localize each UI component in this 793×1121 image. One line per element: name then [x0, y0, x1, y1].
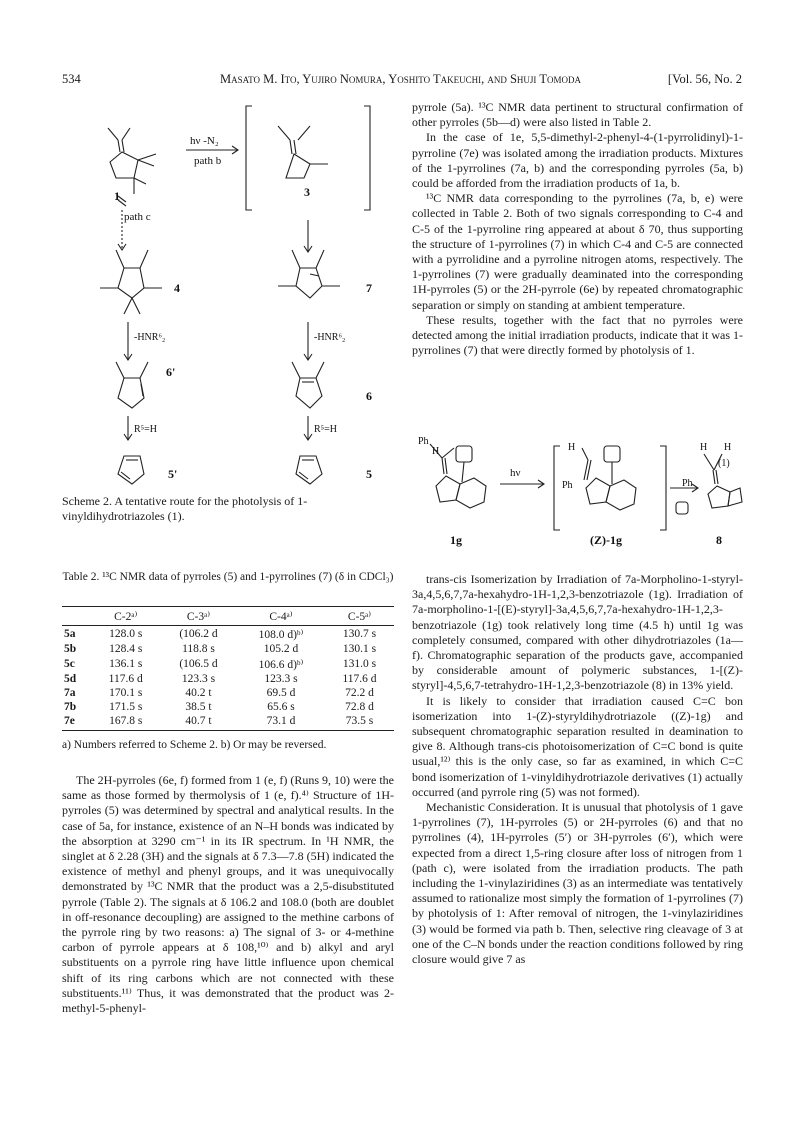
compound-label-1: 1 — [114, 189, 120, 203]
table-cell: 170.1 s — [109, 687, 143, 699]
table-cell: 131.0 s — [342, 658, 377, 670]
running-authors: Masato M. Ito, Yujiro Nomura, Yoshito Takeuchi, and Shuji Tomoda — [220, 72, 581, 86]
table-row — [62, 700, 394, 714]
table-cell: 40.7 t — [160, 714, 237, 731]
eq-hv-label: hν — [510, 467, 521, 479]
table-header-cell — [62, 607, 91, 626]
compound-label-5: 5 — [366, 467, 372, 481]
table-cell: 73.1 d — [237, 714, 325, 731]
table-cell: 7e — [62, 714, 91, 731]
table-cell: 106.6 d)ᵇ⁾ — [258, 659, 304, 671]
table-cell: 128.4 s — [109, 643, 143, 655]
svg-text:Ph: Ph — [418, 436, 429, 447]
r5h-left: R⁵=H — [134, 424, 158, 435]
table-cell: 118.8 s — [182, 643, 215, 655]
compound-label-6: 6 — [366, 389, 372, 403]
scheme-2-figure — [78, 100, 398, 490]
table-cell: 136.1 s — [109, 658, 143, 670]
table-cell: 5b — [64, 643, 77, 655]
table-cell: 72.8 d — [345, 701, 374, 713]
body-paragraph: In the case of 1e, 5,5-dimethyl-2-phenyl-4-(1-pyrrolidinyl)-1-pyrroline (7e) was isolated among the irradiation products. Mixtures of the 1-pyrrolines (7a, b) and the corresponding pyrroles (5a, b) could be afforded from the irradiation products of 1a, b. — [412, 130, 743, 191]
page-number: 534 — [62, 72, 81, 86]
structure-7 — [278, 250, 340, 298]
nmr-table — [62, 606, 394, 731]
table-cell: 5d — [64, 673, 77, 685]
structure-4 — [100, 250, 162, 314]
table-title: Table 2. ¹³C NMR data of pyrroles (5) and 1-pyrrolines (7) (δ in CDCl₃) — [62, 571, 394, 583]
table-cell: 117.6 d — [108, 673, 143, 685]
table-row — [62, 626, 394, 643]
table-cell: (106.2 d — [179, 628, 218, 640]
svg-text:H: H — [724, 442, 732, 453]
table-cell: 5c — [64, 658, 75, 670]
table-cell: 69.5 d — [266, 687, 296, 699]
table-row — [62, 642, 394, 656]
table-cell: 7a — [64, 687, 76, 699]
body-paragraph: ¹³C NMR data corresponding to the pyrrolines (7a, b, e) were collected in Table 2. Both of two signals corresponding to C-4 and C-5 of the 1-pyrroline ring appeared at about δ 70, thus supporting the structure of 1-pyrrolines (7) in which C-4 and C-5 are connected with a pyrrolidine and a pyrroline nitrogen atoms, respectively. The 1-pyrrolines (7) were gradually deaminated into the corresponding 1H-pyrroles (5) or the 2H-pyrrole (6e) by repeated chromatographic separation or simply on standing at ambient temperature. — [412, 191, 743, 312]
table-cell: 128.0 s — [109, 628, 143, 640]
table-cell: 171.5 s — [109, 701, 143, 713]
left-column-text — [62, 773, 394, 1016]
compound-label-7: 7 — [366, 281, 372, 295]
label-8: 8 — [716, 533, 722, 547]
body-paragraph: trans-cis Isomerization by Irradiation of 7a-Morpholino-1-styryl-3a,4,5,6,7,7a-hexahydro-1H-1,2,3-benzotriazole (1g). Irradiation of 7a-morpholino-1-[(E)-styryl]-3a,4,5,6,7,7a-hexahydro-1H-1,2,3-benzotriazole (1g) took relatively long time (4.5 h) until 1g was completely consumed, compared with other dihydrotriazoles (1a—f). Chromatographic separation of the products gave, accompanied by considerable amount of polymeric substances, 1-[(Z)-styryl]-4,5,6,7-tetrahydro-1H-1,2,3-benzotriazole (8) in 13% yield. — [412, 572, 743, 693]
table-cell: 108.0 d)ᵇ⁾ — [258, 629, 304, 641]
body-paragraph: These results, together with the fact that no pyrroles were detected among the initial irradiation products, indicate that it was 1-pyrrolines (7) that were directly formed by photolysis of 1. — [412, 312, 743, 358]
table-cell: 72.2 d — [345, 687, 374, 699]
table-row — [62, 714, 394, 731]
svg-text:Ph: Ph — [562, 480, 573, 491]
volume-info: [Vol. 56, No. 2 — [667, 72, 742, 86]
table-cell: 38.5 t — [185, 701, 212, 713]
equation-number: (1) — [718, 458, 730, 469]
table-cell: 130.7 s — [342, 628, 377, 640]
table-row — [62, 672, 394, 686]
label-z1g: (Z)-1g — [590, 533, 622, 547]
body-paragraph: Mechanistic Consideration. It is unusual that photolysis of 1 gave 1-pyrrolines (7), 1H-pyrroles (5) or 2H-pyrroles (6) and that no pyrrolines (4), 1H-pyrroles (5′) or 3H-pyrroles (6′), which were expected from a direct 1,5-ring closure after loss of nitrogen from 1 (path c), were isolated from the irradiation products. The path including the 1-vinylaziridines (3) as an intermediate was tentatively assumed to rationalize most simply the formation of 1-pyrrolines (7) by photolysis of 1: After removal of nitrogen, the 1-vinylaziridines (3) would be formed via path b. Then, selective ring cleavage of 3 at one of the C–N bonds under the reaction conditions followed by ring closure would give 7 as — [412, 800, 743, 967]
structure-6-prime — [116, 362, 148, 408]
hnr-left: -HNR⁶₂ — [134, 332, 166, 343]
right-column-bottom — [412, 572, 743, 967]
page-header — [62, 72, 742, 92]
structure-5-prime — [118, 456, 144, 484]
path-c-label: path c — [124, 211, 151, 223]
svg-text:Ph: Ph — [682, 478, 693, 489]
table-cell: 105.2 d — [263, 643, 299, 655]
structure-6 — [292, 362, 324, 408]
path-b-label: path b — [194, 155, 222, 167]
r5h-right: R⁵=H — [314, 424, 338, 435]
hv-label: hν -N₂ — [190, 135, 219, 147]
table-footnote: a) Numbers referred to Scheme 2. b) Or may be reversed. — [62, 739, 327, 751]
table-cell: 65.6 s — [267, 701, 295, 713]
scheme-caption: Scheme 2. A tentative route for the photolysis of 1-vinyldihydrotriazoles (1). — [62, 494, 308, 523]
table-cell: 73.5 s — [325, 714, 394, 731]
equation-1-figure — [412, 426, 743, 556]
table-row — [62, 686, 394, 700]
table-cell: 5a — [64, 628, 76, 640]
table-header-cell: C-2ᵃ⁾ — [91, 607, 160, 626]
table-cell: 130.1 s — [342, 643, 377, 655]
compound-label-5-prime: 5' — [168, 467, 178, 481]
compound-label-6-prime: 6' — [166, 365, 176, 379]
structure-5 — [296, 456, 322, 484]
svg-text:H: H — [700, 442, 708, 453]
compound-label-4: 4 — [174, 281, 180, 295]
table-header-row — [62, 607, 394, 626]
compound-label-3: 3 — [304, 185, 310, 199]
table-header-cell: C-5ᵃ⁾ — [325, 607, 394, 626]
body-paragraph: It is likely to consider that irradiation caused C=C bon isomerization into 1-(Z)-styryldihydrotriazole ((Z)-1g) and subsequent chromatographic separation resulted in deamination to give 8. Although trans-cis photoisomerization of C=C bond is quite usual,¹²⁾ this is the only case, so far as examined, in which C=C bond isomerization of 1-vinyldihydrotriazole derivatives (1) actually occurred (and pyrrole ring (5) was not formed). — [412, 693, 743, 799]
table-cell: (106.5 d — [179, 658, 218, 670]
table-cell: 123.3 s — [264, 673, 298, 685]
table-cell: 7b — [64, 701, 77, 713]
structure-3 — [278, 126, 328, 178]
table-row — [62, 656, 394, 672]
structure-1 — [108, 128, 156, 194]
body-paragraph: The 2H-pyrroles (6e, f) formed from 1 (e, f) (Runs 9, 10) were the same as those formed by thermolysis of 1 (e, f).⁴⁾ Structure of 1H-pyrroles (5) was determined by spectral and analytical results. In the case of 5a, for instance, existence of an N–H bonds was indicated by the absorption at 3290 cm⁻¹ in its IR spectrum. In ¹H NMR, the singlet at δ 2.28 (3H) and the signals at δ 7.3—7.8 (5H) indicated the existence of methyl and phenyl groups, and it was unequivocally demonstrated by ¹³C NMR that the product was a 2,5-disubstituted pyrrole (Table 2). The signals at δ 106.2 and 108.0 (both are doublet in off-resonance decoupling) are assigned to the methine carbons of the pyrrole ring by two reasons: a) The signal of 3- or 4-methine carbon of pyrrole appears at δ 108,¹⁰⁾ and b) alkyl and aryl substituents on a pyrrole ring have little influence upon chemical shift of its ring carbons which are not connected with these substituents.¹¹⁾ Thus, it was demonstrated that the product was 2-methyl-5-phenyl- — [62, 773, 394, 1016]
table-cell: 123.3 s — [181, 673, 216, 685]
hnr-right: -HNR⁶₂ — [314, 332, 346, 343]
right-column-top — [412, 100, 743, 358]
body-paragraph: pyrrole (5a). ¹³C NMR data pertinent to structural confirmation of other pyrroles (5b—d) were also listed in Table 2. — [412, 100, 743, 130]
table-cell: 117.6 d — [342, 673, 377, 685]
table-header-cell: C-3ᵃ⁾ — [160, 607, 237, 626]
svg-text:H: H — [568, 442, 576, 453]
table-header-cell: C-4ᵃ⁾ — [237, 607, 325, 626]
table-cell: 40.2 t — [185, 687, 212, 699]
svg-text:H: H — [432, 446, 440, 457]
table-cell: 167.8 s — [91, 714, 160, 731]
label-1g: 1g — [450, 533, 462, 547]
